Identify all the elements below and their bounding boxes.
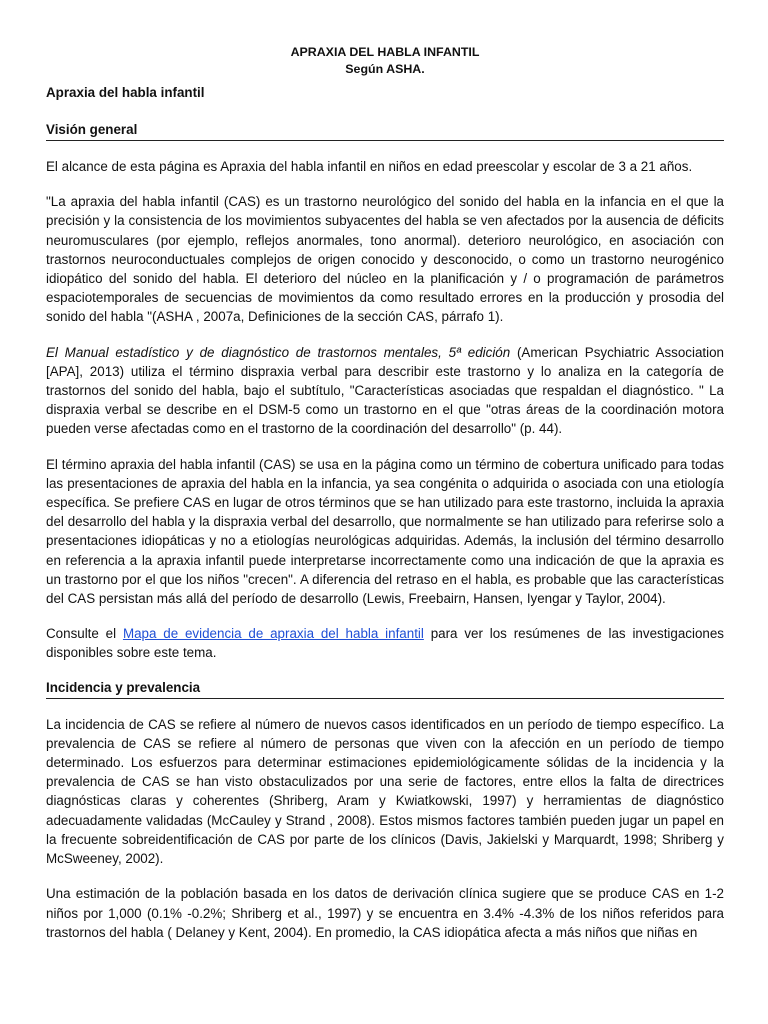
section-heading-incidence: Incidencia y prevalencia [46,679,724,699]
evidence-map-link[interactable]: Mapa de evidencia de apraxia del habla infantil [122,626,424,642]
document-subtitle: Según ASHA. [345,62,425,76]
section-heading-overview: Visión general [46,121,724,141]
document-title: APRAXIA DEL HABLA INFANTIL [290,45,480,59]
incidence-paragraph-2: Una estimación de la población basada en los datos de derivación clínica sugiere que se produce CAS en 1-2 niños por 1,000 (0.1% -0.2%; Shriberg et al., 1997) y se encuentra en 3.4% -4.3% de los niños referidos para trastornos del habla ( Delaney y Kent, 2004). En promedio, la CAS idiopática afecta a más niños que niñas en [46,886,724,940]
incidence-paragraph-1: La incidencia de CAS se refiere al número de nuevos casos identificados en un período de tiempo específico. La prevalencia de CAS se refiere al número de personas que viven con la afección en un período de tiempo determinado. Los esfuerzos para determinar estimaciones epidemiológicamente sólidas de la incidencia y la prevalencia de CAS se han visto obstaculizados por una serie de factores, entre ellos la falta de directrices diagnósticas claras y coherentes (Shriberg, Aram y Kwiatkowski, 1997) y herramientas de diagnóstico adecuadamente validadas (McCauley y Strand , 2008). Estos mismos factores también pueden jugar un papel en la frecuente sobreidentificación de CAS por parte de los clínicos (Davis, Jakielski y Marquardt, 1998; Shriberg y McSweeney, 2002). [46,716,724,867]
overview-paragraph-5-pre: Consulte el [46,626,123,642]
overview-paragraph-2: "La apraxia del habla infantil (CAS) es un trastorno neurológico del sonido del habla en la infancia en el que la precisión y la consistencia de los movimientos subyacentes del habla se ven afectados por la ausencia de déficits neuromusculares (por ejemplo, reflejos anormales, tono anormal). deterioro neurológico, en asociación con trastornos neuroconductuales complejos de origen conocido y desconocido, o como un trastorno neurogénico idiopático del sonido del habla. El deterioro del núcleo en la planificación y / o programación de parámetros espaciotemporales de secuencias de movimientos da como resultado errores en la producción y prosodia del sonido del habla "(ASHA , 2007a, Definiciones de la sección CAS, párrafo 1). [46,194,724,325]
overview-paragraph-3 [46,343,724,439]
overview-paragraph-5 [46,624,724,662]
overview-paragraph-3-text: (American Psychiatric Association [APA], 2013) utiliza el término dispraxia verbal para describir este trastorno y lo analiza en la categoría de trastornos del sonido del habla, bajo el subtítulo, "Características asociadas que respaldan el diagnóstico. " La dispraxia verbal se describe en el DSM-5 como un trastorno en el que "otras áreas de la coordinación motora pueden verse afectadas como en el trastorno de la coordinación del desarrollo" (p. 44). [46,344,725,437]
overview-paragraph-4: El término apraxia del habla infantil (CAS) se usa en la página como un término de cobertura unificado para todas las presentaciones de apraxia del habla en la infancia, ya sea congénita o adquirida o asociada con una etiología específica. Se prefiere CAS en lugar de otros términos que se han utilizado para este trastorno, incluida la apraxia del desarrollo del habla y la dispraxia verbal del desarrollo, que normalmente se han utilizado para referirse solo a presentaciones idiopáticas y no a etiologías neurológicas adquiridas. Además, la inclusión del término desarrollo en referencia a la apraxia infantil puede interpretarse incorrectamente como una indicación de que la apraxia es un trastorno por el que los niños "crecen". A diferencia del retraso en el habla, es probable que las características del CAS persistan más allá del período de desarrollo (Lewis, Freebairn, Hansen, Iyengar y Taylor, 2004). [46,456,724,607]
overview-paragraph-1: El alcance de esta página es Apraxia del habla infantil en niños en edad preescolar y escolar de 3 a 21 años. [46,159,693,174]
dsm5-title: El Manual estadístico y de diagnóstico de trastornos mentales, 5ª edición [46,344,511,360]
document-title-block [46,44,724,78]
document-heading: Apraxia del habla infantil [46,85,205,100]
overview-paragraph-5-post: para ver los resúmenes de las investigaciones disponibles sobre este tema. [46,626,725,661]
